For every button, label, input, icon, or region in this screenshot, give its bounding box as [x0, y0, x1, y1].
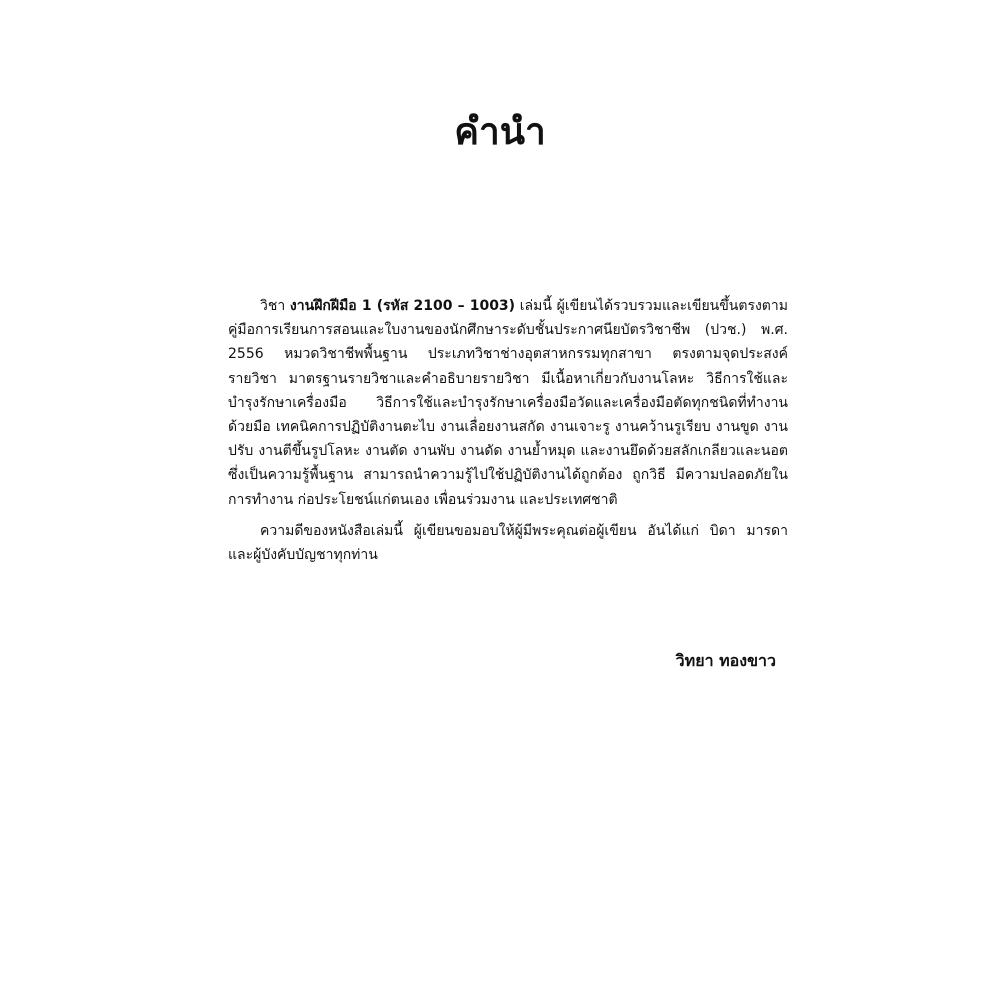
preface-paragraph-1: [228, 294, 788, 512]
paragraph-prefix: วิชา: [260, 298, 290, 314]
course-code: (รหัส 2100 – 1003): [371, 298, 516, 314]
preface-body: [228, 294, 788, 567]
preface-paragraph-2: ความดีของหนังสือเล่มนี้ ผู้เขียนขอมอบให้ผู้มีพระคุณต่อผู้เขียน อันได้แก่ บิดา มารดา และผู้บังคับบัญชาทุกท่าน: [228, 522, 788, 564]
paragraph-1-text: เล่มนี้ ผู้เขียนได้รวบรวมและเขียนขึ้นตรงตามคู่มือการเรียนการสอนและใบงานของนักศึกษาระดับชั้นประกาศนียบัตรวิชาชีพ (ปวช.) พ.ศ. 2556 หมวดวิชาชีพพื้นฐาน ประเภทวิชาช่างอุตสาหกรรมทุกสาขา ตรงตามจุดประสงค์รายวิชา มาตรฐานรายวิชาและคำอธิบายรายวิชา มีเนื้อหาเกี่ยวกับงานโลหะ วิธีการใช้และบำรุงรักษาเครื่องมือ วิธีการใช้และบำรุงรักษาเครื่องมือวัดและเครื่องมือตัดทุกชนิดที่ทำงานด้วยมือ เทคนิคการปฏิบัติงานตะไบ งานเลื่อยงานสกัด งานเจาะรู งานคว้านรูเรียบ งานขูด งานปรับ งานตีขึ้นรูปโลหะ งานตัด งานพับ งานดัด งานย้ำหมุด และงานยึดด้วยสลักเกลียวและนอต ซึ่งเป็นความรู้พื้นฐาน สามารถนำความรู้ไปใช้ปฏิบัติงานได้ถูกต้อง ถูกวิธี มีความปลอดภัยในการทำงาน ก่อประโยชน์แก่ตนเอง เพื่อนร่วมงาน และประเทศชาติ: [228, 298, 788, 508]
course-name: งานฝึกฝีมือ 1: [289, 298, 372, 314]
page-title: คำนำ: [454, 110, 546, 153]
author-signature: วิทยา ทองขาว: [675, 651, 776, 670]
